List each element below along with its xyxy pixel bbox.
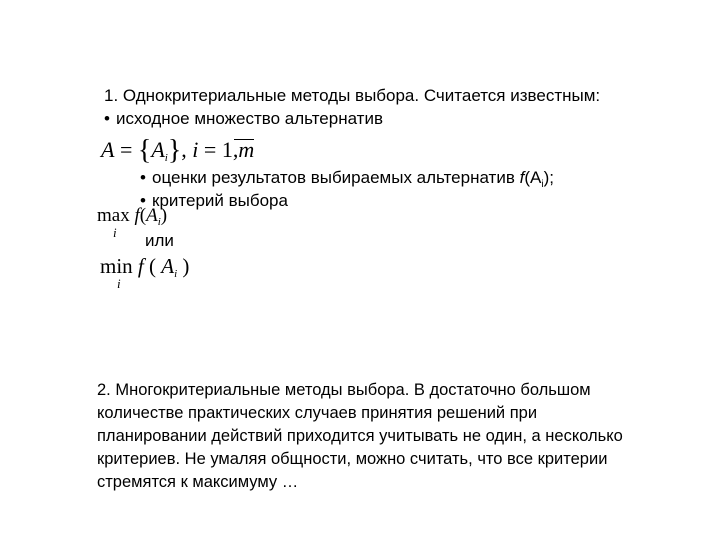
formula-max-sub: i	[157, 216, 161, 228]
formula-min-sub: i	[174, 268, 178, 280]
section2-paragraph	[97, 379, 697, 494]
formula-set-lhs: A	[101, 137, 115, 162]
formula-max-var: A	[146, 205, 158, 226]
formula-max-under: i	[113, 225, 117, 240]
section2-line-4: критериев. Не умаляя общности, можно считать, что все критерии	[97, 450, 608, 468]
formula-min-close: )	[182, 254, 190, 278]
formula-set-comma: ,	[181, 137, 187, 162]
bullet-dot-icon: •	[104, 109, 110, 128]
bullet-estimates	[140, 167, 554, 192]
bullet-estimates-prefix: оценки результатов выбираемых альтернатив	[152, 168, 520, 187]
section2-line-5: стремятся к максимуму …	[97, 473, 299, 491]
formula-set-sub: i	[164, 152, 168, 164]
formula-min-op: min	[100, 254, 133, 278]
formula-set-range-end: m	[238, 137, 255, 162]
formula-min	[100, 254, 189, 279]
bullet-estimates-sub: i	[541, 179, 544, 190]
formula-set-range-start: 1,	[221, 137, 239, 162]
bullet-estimates-close: );	[543, 168, 554, 187]
formula-min-func: f	[137, 254, 144, 278]
formula-set-eq: =	[119, 137, 133, 162]
bullet-estimates-func: f	[519, 168, 525, 187]
section2-line-2: количестве практических случаев принятия решений при	[97, 404, 538, 422]
section2-line-1: 2. Многокритериальные методы выбора. В достаточно большом	[97, 381, 591, 399]
formula-set	[101, 133, 254, 165]
formula-set-lbrace: {	[137, 135, 152, 166]
bullet-estimates-open: (A	[524, 168, 542, 187]
formula-max	[97, 205, 167, 227]
bullet-dot-icon: •	[140, 191, 146, 210]
formula-set-rbrace: }	[167, 135, 182, 166]
formula-min-var: A	[161, 254, 175, 278]
bullet-dot-icon: •	[140, 168, 146, 187]
formula-set-range	[222, 137, 254, 163]
formula-max-func: f	[134, 205, 140, 226]
formula-set-var: A	[151, 137, 165, 162]
formula-max-op: max	[97, 205, 130, 226]
formula-max-close: )	[160, 205, 168, 226]
bullet-initial-set-text: исходное множество альтернатив	[116, 109, 383, 128]
formula-max-open: (	[139, 205, 147, 226]
formula-min-under: i	[117, 276, 121, 291]
section1-heading: 1. Однокритериальные методы выбора. Считается известным:	[104, 86, 601, 105]
formula-set-index: i	[192, 137, 199, 162]
formula-min-open: (	[149, 254, 157, 278]
or-word: или	[145, 231, 174, 250]
bullet-initial-set	[104, 108, 383, 130]
bullet-criterion-text: критерий выбора	[152, 191, 288, 210]
section2-line-3: планировании действий приходится учитывать не один, а несколько	[97, 427, 623, 445]
formula-set-overline	[234, 139, 254, 140]
formula-set-eq2: =	[203, 137, 217, 162]
